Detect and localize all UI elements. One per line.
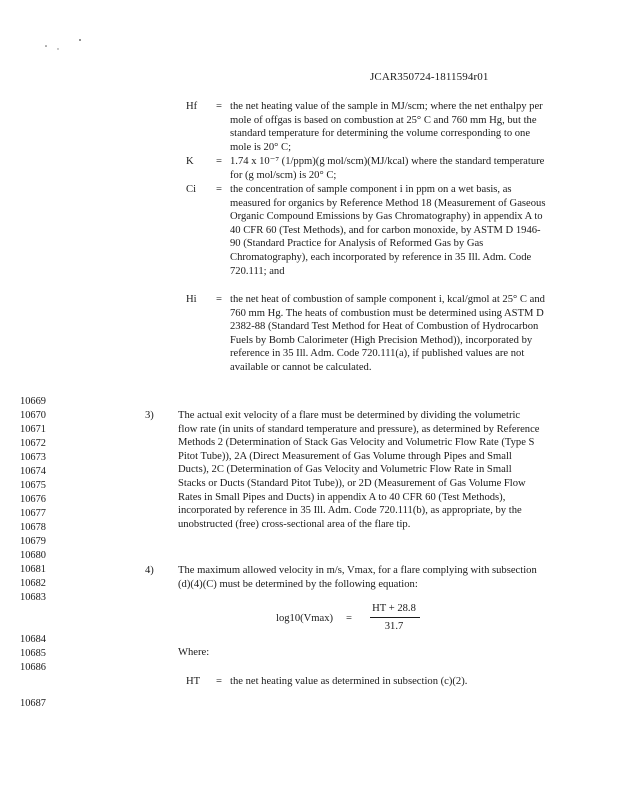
definition-text: the net heating value of the sample in MJ/scm; where the net enthalpy per mole of offgas is based on combustion at 25° C and 760 mm Hg, but the standard temperature for determining the volume corresponding to one mole is 20° C; [230,101,543,153]
velocity-equation [276,600,476,636]
item-number: 4) [145,565,154,576]
line-number: 10682 [20,578,46,589]
line-number: 10670 [20,410,46,421]
definition-hi: Hi = the net heat of combustion of sample component i, kcal/gmol at 25° C and 760 mm Hg. The heats of combustion must be determined using ASTM D 2382-88 (Standard Test Method for Heat of Combustion of Hydrocarbon Fuels by Bomb Calorimeter (High Precision Method)), incorporated by reference in 35 Ill. Adm. Code 720.111(a), if published values are not available or cannot be calculated. [186,294,545,373]
line-number: 10669 [20,396,46,407]
definition-ht: HT = the net heating value as determined in subsection (c)(2). [186,675,546,689]
line-number: 10672 [20,438,46,449]
document-id: JCAR350724-1811594r01 [370,71,489,83]
line-number: 10673 [20,452,46,463]
definition-symbol: Ci [186,184,197,195]
line-number: 10685 [20,648,46,659]
definition-symbol: K [186,156,194,167]
definition-text: the net heating value as determined in subsection (c)(2). [230,676,468,687]
equation-numerator: HT + 28.8 [372,603,416,614]
line-number: 10671 [20,424,46,435]
line-number: 10677 [20,508,46,519]
line-number: 10674 [20,466,46,477]
fraction-bar [370,617,420,618]
definition-symbol: Hi [186,294,197,305]
equation-operator: = [346,613,352,624]
line-number: 10678 [20,522,46,533]
line-number: 10686 [20,662,46,673]
line-number: 10679 [20,536,46,547]
definition-hf: Hf = the net heating value of the sample in MJ/scm; where the net enthalpy per mole of offgas is based on combustion at 25° C and 760 mm Hg, but the standard temperature for determining the volume corresponding to one mole is 20° C; [186,100,546,155]
item-number: 3) [145,410,154,421]
definition-symbol: Hf [186,101,198,112]
line-number: 10680 [20,550,46,561]
definition-ci: Ci = the concentration of sample component i in ppm on a wet basis, as measured for organics by Reference Method 18 (Measurement of Gaseous Organic Compound Emissions by Gas Chromatography) in appendix A to 40 CFR 60 (Test Methods), and for carbon monoxide, by ASTM D 1946-90 (Standard Practice for Analysis of Reformed Gas by Gas Chromatography), each incorporated by reference in 35 Ill. Adm. Code 720.111; and [186,184,546,277]
definition-symbol: HT [186,676,201,687]
definition-k: K = 1.74 x 10⁻⁷ (1/ppm)(g mol/scm)(MJ/kcal) where the standard temperature for (g mol/scm) is 20° C; [186,156,545,181]
equation-lhs: log10(Vmax) [276,613,334,624]
line-number: 10675 [20,480,46,491]
equation-denominator: 31.7 [384,621,404,632]
line-number: 10676 [20,494,46,505]
definition-text: the net heat of combustion of sample component i, kcal/gmol at 25° C and 760 mm Hg. The heats of combustion must be determined using ASTM D 2382-88 (Standard Test Method for Heat of Combustion of Hydrocarbon Fuels by Bomb Calorimeter (High Precision Method)), incorporated by reference in 35 Ill. Adm. Code 720.111(a), if published values are not available or cannot be calculated. [230,294,545,373]
definition-text: 1.74 x 10⁻⁷ (1/ppm)(g mol/scm)(MJ/kcal) where the standard temperature for (g mol/scm) is 20° C; [230,156,545,181]
definition-text: the concentration of sample component i in ppm on a wet basis, as measured for organics by Reference Method 18 (Measurement of Gaseous Organic Compound Emissions by Gas Chromatography) in appendix A to 40 CFR 60 (Test Methods), and for carbon monoxide, by ASTM D 1946-90 (Standard Practice for Analysis of Reformed Gas by Gas Chromatography), each incorporated by reference in 35 Ill. Adm. Code 720.111; and [230,184,546,277]
line-number: 10687 [20,698,46,709]
line-number: 10684 [20,634,46,645]
item-text: The maximum allowed velocity in m/s, Vmax, for a flare complying with subsection (d)(4)(C) must be determined by the following equation: [178,565,537,590]
item-text: The actual exit velocity of a flare must be determined by dividing the volumetric flow rate (in units of standard temperature and pressure), as determined by Reference Methods 2 (Determination of Stack Gas Velocity and Volumetric Flow Rate (Type S Pitot Tube)), 2A (Direct Measurement of Gas Volume through Pipes and Small Ducts), 2C (Determination of Gas Velocity and Volumetric Flow Rate in Small Stacks or Ducts (Standard Pitot Tube)), or 2D (Measurement of Gas Volume Flow Rates in Small Pipes and Ducts) in appendix A to 40 CFR 60 (Test Methods), incorporated by reference in 35 Ill. Adm. Code 720.111(b), as appropriate, by the unobstructed (free) cross-sectional area of the flare tip. [178,410,540,530]
where-label: Where: [178,647,210,658]
definitions-list [186,100,546,375]
line-number: 10683 [20,592,46,603]
line-number: 10681 [20,564,46,575]
scan-specks [36,36,96,56]
